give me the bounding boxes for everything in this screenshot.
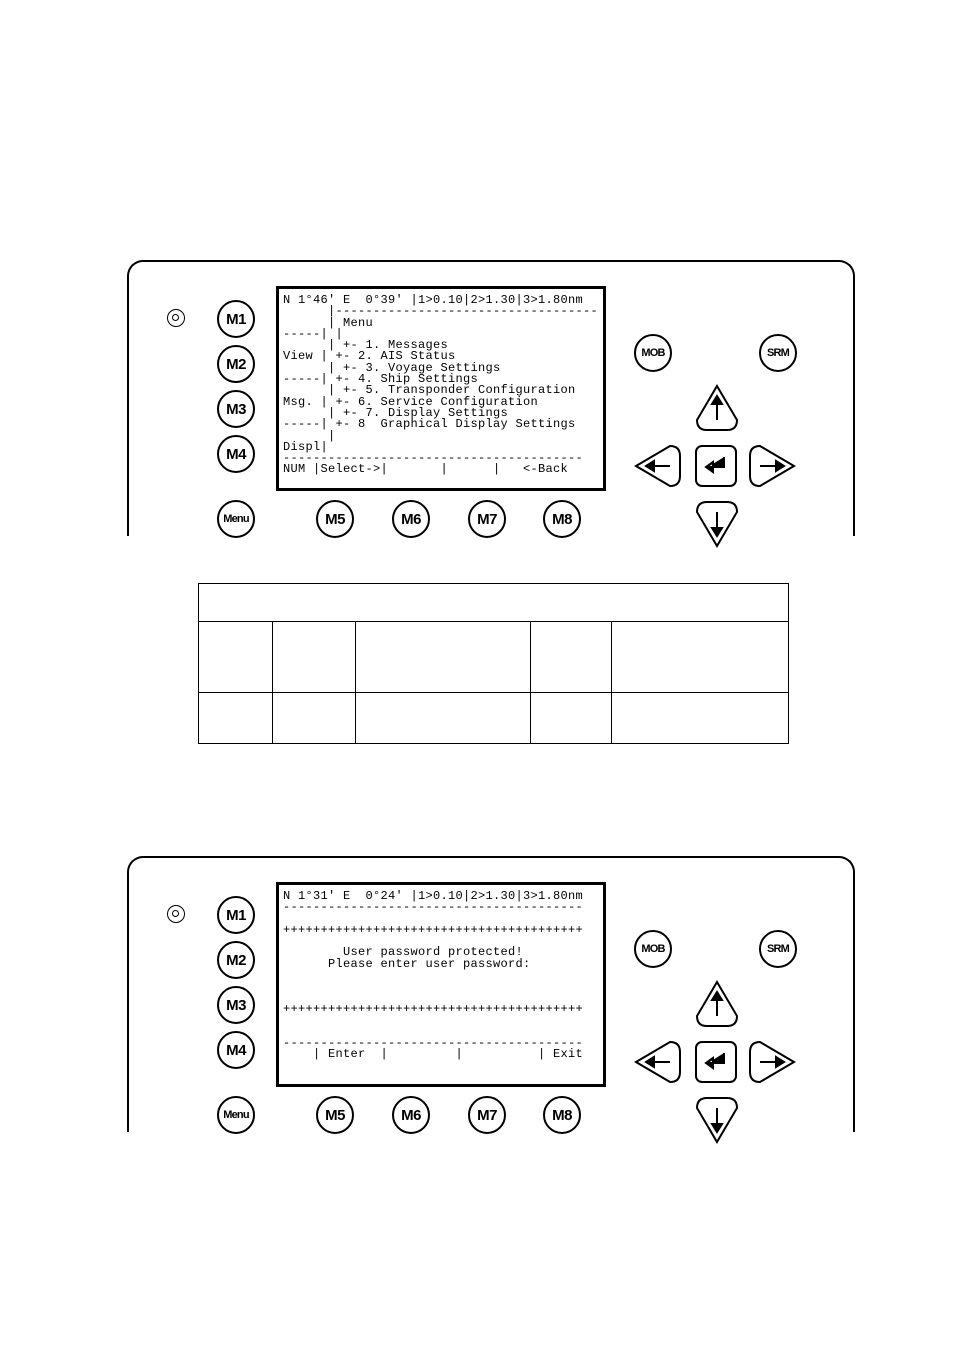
table-cell <box>199 693 273 744</box>
table-row <box>199 693 789 744</box>
table-cell <box>531 693 612 744</box>
power-led-icon <box>167 309 185 327</box>
m5-button[interactable]: M5 <box>316 500 354 538</box>
table-cell <box>199 584 789 622</box>
screen-line: Msg. | +- 6. Service Configuration <box>283 394 539 409</box>
mob-button[interactable]: MOB <box>634 334 672 372</box>
device-panel-password <box>127 856 855 1132</box>
m1-button[interactable]: M1 <box>217 300 255 338</box>
m1-button[interactable]: M1 <box>217 896 255 934</box>
menu-button[interactable]: Menu <box>217 1096 255 1134</box>
m8-button[interactable]: M8 <box>543 500 581 538</box>
screen-line: | Menu <box>283 315 374 330</box>
menu-button[interactable]: Menu <box>217 500 255 538</box>
m2-button[interactable]: M2 <box>217 345 255 383</box>
screen-line: ++++++++++++++++++++++++++++++++++++++++ <box>283 922 584 937</box>
m4-button[interactable]: M4 <box>217 435 255 473</box>
m4-button[interactable]: M4 <box>217 1031 255 1069</box>
table-header-row <box>199 584 789 622</box>
left-arrow-button[interactable] <box>634 1039 682 1085</box>
screen-line: User password protected! <box>283 945 524 960</box>
device-panel-menu <box>127 260 855 536</box>
screen-line: NUM |Select->| | | <-Back <box>283 462 569 477</box>
screen-line: | +- 5. Transponder Configuration <box>283 383 576 398</box>
table-cell <box>612 622 789 693</box>
screen-line: | +- 7. Display Settings <box>283 405 509 420</box>
lcd-screen <box>276 286 606 491</box>
table-row <box>199 622 789 693</box>
down-arrow-button[interactable] <box>694 1096 740 1144</box>
srm-button[interactable]: SRM <box>759 930 797 968</box>
screen-line: N 1°31' E 0°24' |1>0.10|2>1.30|3>1.80nm <box>283 889 584 903</box>
screen-line: | <box>283 428 336 443</box>
right-arrow-button[interactable] <box>748 1039 796 1085</box>
m8-button[interactable]: M8 <box>543 1096 581 1134</box>
screen-text <box>283 295 598 476</box>
screen-line: Displ| <box>283 439 329 454</box>
m5-button[interactable]: M5 <box>316 1096 354 1134</box>
table-cell <box>531 622 612 693</box>
screen-line: | +- 1. Messages <box>283 338 449 353</box>
parameter-table <box>198 583 789 744</box>
table-cell <box>355 622 531 693</box>
screen-line: ---------------------------------------- <box>283 900 584 915</box>
down-arrow-button[interactable] <box>694 500 740 548</box>
screen-text <box>283 891 583 1060</box>
screen-line: Please enter user password: <box>283 956 531 971</box>
up-arrow-button[interactable] <box>694 384 740 432</box>
table-cell <box>612 693 789 744</box>
m2-button[interactable]: M2 <box>217 941 255 979</box>
left-arrow-button[interactable] <box>634 443 682 489</box>
screen-line: ---------------------------------------- <box>283 1035 584 1050</box>
enter-button[interactable] <box>694 444 738 488</box>
screen-line: -----| +- 8 Graphical Display Settings <box>283 417 576 432</box>
table-cell <box>355 693 531 744</box>
mob-button[interactable]: MOB <box>634 930 672 968</box>
up-arrow-button[interactable] <box>694 980 740 1028</box>
lcd-screen <box>276 882 606 1087</box>
m3-button[interactable]: M3 <box>217 986 255 1024</box>
screen-line: View | +- 2. AIS Status <box>283 349 456 364</box>
power-led-icon <box>167 905 185 923</box>
screen-line: |----------------------------------- <box>283 304 599 319</box>
screen-line: ++++++++++++++++++++++++++++++++++++++++ <box>283 1001 584 1016</box>
right-arrow-button[interactable] <box>748 443 796 489</box>
m6-button[interactable]: M6 <box>392 500 430 538</box>
screen-line: | Enter | | | Exit <box>283 1047 584 1062</box>
screen-line: N 1°46' E 0°39' |1>0.10|2>1.30|3>1.80nm <box>283 293 584 307</box>
screen-line: -----| | <box>283 326 344 341</box>
m6-button[interactable]: M6 <box>392 1096 430 1134</box>
srm-button[interactable]: SRM <box>759 334 797 372</box>
table-cell <box>272 622 355 693</box>
table-cell <box>199 622 273 693</box>
screen-line: -----| +- 4. Ship Settings <box>283 372 479 387</box>
m3-button[interactable]: M3 <box>217 390 255 428</box>
m7-button[interactable]: M7 <box>468 500 506 538</box>
screen-line: | +- 3. Voyage Settings <box>283 360 501 375</box>
screen-line: ---------------------------------------- <box>283 451 584 466</box>
table-cell <box>272 693 355 744</box>
enter-button[interactable] <box>694 1040 738 1084</box>
m7-button[interactable]: M7 <box>468 1096 506 1134</box>
